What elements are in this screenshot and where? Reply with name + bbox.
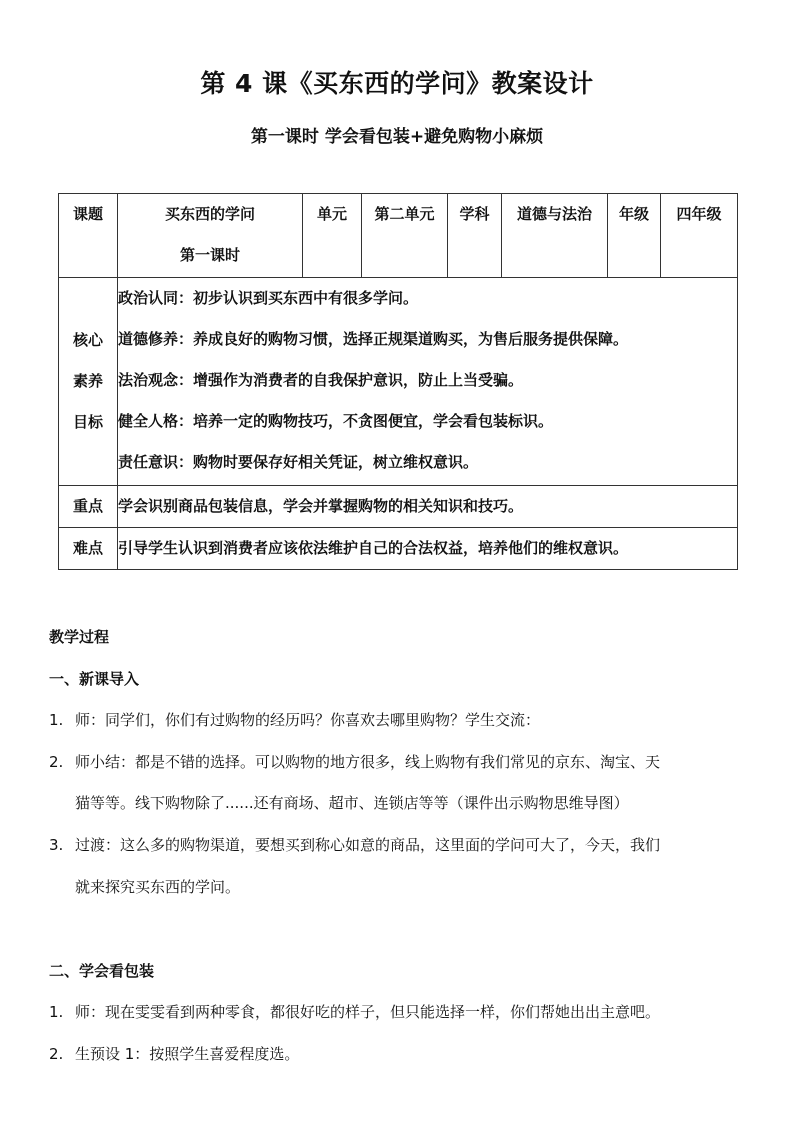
list-item bbox=[49, 834, 660, 855]
header-topic: 课题 bbox=[59, 194, 118, 278]
table-row-key bbox=[59, 486, 738, 528]
header-unit: 单元 bbox=[303, 194, 362, 278]
list-item bbox=[49, 1043, 299, 1064]
goals-cell bbox=[118, 278, 738, 486]
goals-label-2: 素养 bbox=[72, 372, 103, 390]
grade-cell: 四年级 bbox=[661, 194, 738, 278]
page-title: 第 4 课《买东西的学问》教案设计 bbox=[200, 69, 594, 98]
item-continuation: 猫等等。线下购物除了......还有商场、超市、连锁店等等（课件出示购物思维导图） bbox=[75, 794, 629, 812]
item-text: 生预设 1：按照学生喜爱程度选。 bbox=[75, 1045, 300, 1063]
unit-cell: 第二单元 bbox=[362, 194, 448, 278]
list-item bbox=[49, 709, 540, 730]
section-heading-1: 一、新课导入 bbox=[49, 670, 140, 688]
list-item bbox=[49, 1001, 660, 1022]
header-subject: 学科 bbox=[448, 194, 502, 278]
item-continuation: 就来探究买东西的学问。 bbox=[75, 878, 241, 896]
item-text: 师：同学们，你们有过购物的经历吗？你喜欢去哪里购物？学生交流： bbox=[75, 711, 541, 729]
goals-label-3: 目标 bbox=[72, 413, 103, 431]
item-number: 2. bbox=[49, 753, 64, 771]
table-row-difficulty bbox=[59, 528, 738, 570]
goal-item: 责任意识：购物时要保存好相关凭证，树立维权意识。 bbox=[118, 453, 479, 471]
process-heading: 教学过程 bbox=[49, 628, 110, 646]
topic-line-1: 买东西的学问 bbox=[164, 205, 255, 223]
key-cell: 学会识别商品包装信息，学会并掌握购物的相关知识和技巧。 bbox=[118, 486, 738, 528]
goal-item: 道德修养：养成良好的购物习惯，选择正规渠道购买，为售后服务提供保障。 bbox=[118, 330, 629, 348]
item-text: 过渡：这么多的购物渠道，要想买到称心如意的商品，这里面的学问可大了，今天，我们 bbox=[75, 836, 661, 854]
goals-label-1: 核心 bbox=[72, 331, 103, 349]
item-number: 3. bbox=[49, 836, 64, 854]
item-number: 1. bbox=[49, 711, 64, 729]
header-difficulty: 难点 bbox=[59, 528, 118, 570]
header-key: 重点 bbox=[59, 486, 118, 528]
goals-label-cell bbox=[59, 278, 118, 486]
item-number: 2. bbox=[49, 1045, 64, 1063]
goal-item: 健全人格：培养一定的购物技巧，不贪图便宜，学会看包装标识。 bbox=[118, 412, 554, 430]
difficulty-cell: 引导学生认识到消费者应该依法维护自己的合法权益，培养他们的维权意识。 bbox=[118, 528, 738, 570]
lesson-info-table bbox=[58, 193, 738, 570]
section-heading-2: 二、学会看包装 bbox=[49, 962, 155, 980]
subject-cell: 道德与法治 bbox=[502, 194, 608, 278]
header-grade: 年级 bbox=[608, 194, 661, 278]
goal-item: 法治观念：增强作为消费者的自我保护意识，防止上当受骗。 bbox=[118, 371, 524, 389]
item-text: 师：现在雯雯看到两种零食，都很好吃的样子，但只能选择一样，你们帮她出出主意吧。 bbox=[75, 1003, 661, 1021]
table-row-goals bbox=[59, 278, 738, 486]
item-number: 1. bbox=[49, 1003, 64, 1021]
page-subtitle: 第一课时 学会看包装+避免购物小麻烦 bbox=[250, 127, 544, 147]
table-row-topic bbox=[59, 194, 738, 278]
item-text: 师小结：都是不错的选择。可以购物的地方很多，线上购物有我们常见的京东、淘宝、天 bbox=[75, 753, 661, 771]
topic-cell bbox=[118, 194, 303, 278]
topic-line-2: 第一课时 bbox=[179, 246, 240, 264]
goal-item: 政治认同：初步认识到买东西中有很多学问。 bbox=[118, 289, 419, 307]
list-item bbox=[49, 751, 660, 772]
